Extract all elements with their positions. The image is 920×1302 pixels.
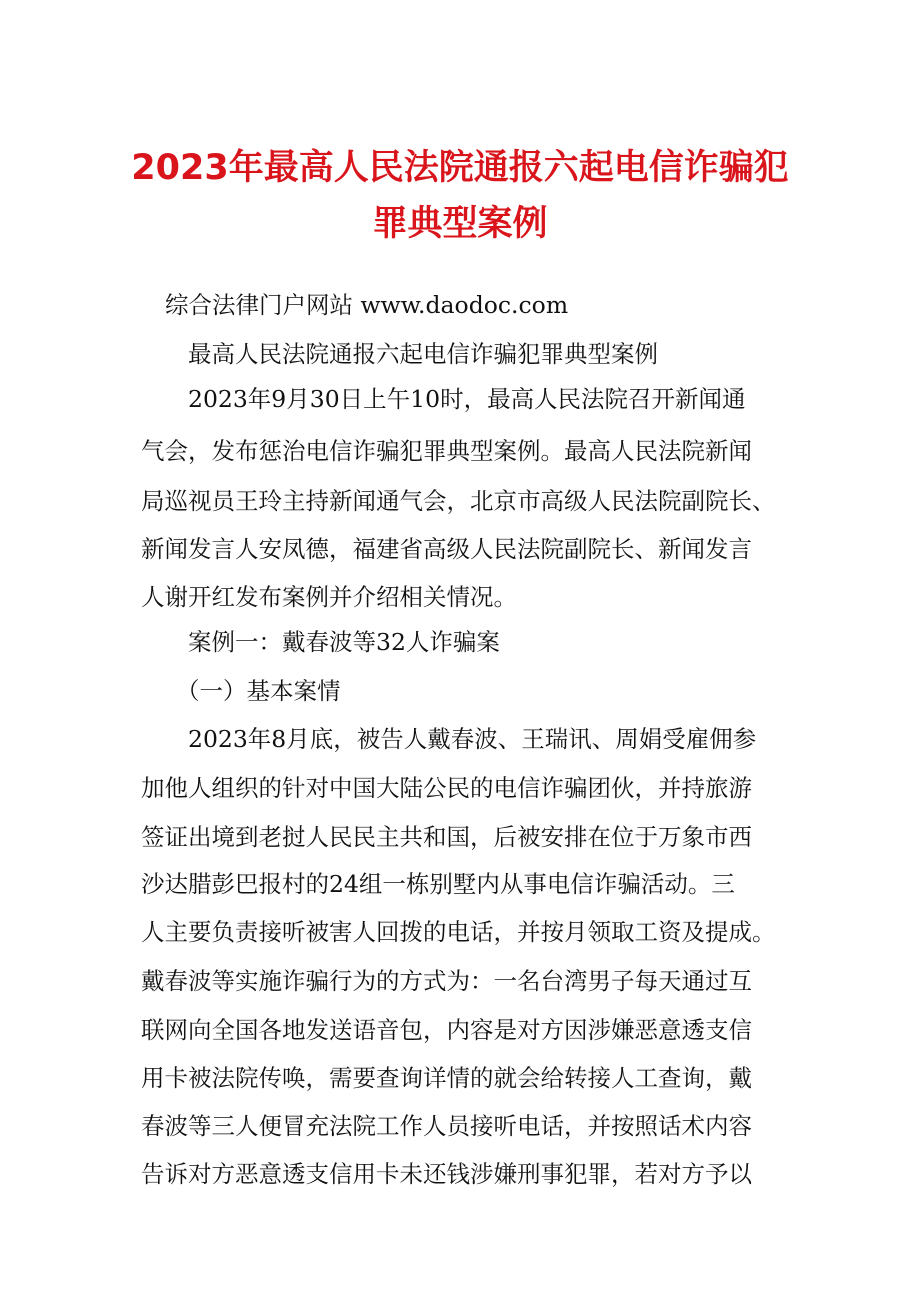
- case-line: 告诉对方恶意透支信用卡未还钱涉嫌刑事犯罪，若对方予以: [141, 1160, 752, 1188]
- case-line: 沙达腊彭巴报村的24组一栋别墅内从事电信诈骗活动。三: [141, 870, 735, 898]
- case-line: 用卡被法院传唤，需要查询详情的就会给转接人工查询，戴: [141, 1064, 752, 1092]
- case-line: 2023年8月底，被告人戴春波、王瑞讯、周娟受雇佣参: [188, 725, 757, 753]
- case-line: 人主要负责接听被害人回拨的电话，并按月领取工资及提成。: [141, 918, 776, 946]
- intro-line: 新闻发言人安凤德，福建省高级人民法院副院长、新闻发言: [141, 535, 752, 563]
- case-line: 戴春波等实施诈骗行为的方式为：一名台湾男子每天通过互: [141, 967, 752, 995]
- case-line: 联网向全国各地发送语音包，内容是对方因涉嫌恶意透支信: [141, 1016, 752, 1044]
- subtitle: 最高人民法院通报六起电信诈骗犯罪典型案例: [188, 340, 658, 368]
- case-line: 春波等三人便冒充法院工作人员接听电话，并按照话术内容: [141, 1112, 752, 1140]
- case-title: 案例一：戴春波等32人诈骗案: [188, 628, 500, 656]
- source-line: 综合法律门户网站 www.daodoc.com: [165, 291, 569, 319]
- document-title-line-2: 罪典型案例: [372, 204, 548, 244]
- intro-line: 2023年9月30日上午10时，最高人民法院召开新闻通: [188, 385, 746, 413]
- intro-line: 气会，发布惩治电信诈骗犯罪典型案例。最高人民法院新闻: [141, 437, 752, 465]
- case-line: 签证出境到老挝人民民主共和国，后被安排在位于万象市西: [141, 823, 752, 851]
- section-heading: （一）基本案情: [176, 677, 341, 705]
- case-line: 加他人组织的针对中国大陆公民的电信诈骗团伙，并持旅游: [141, 774, 752, 802]
- intro-line: 局巡视员王玲主持新闻通气会，北京市高级人民法院副院长、: [141, 487, 776, 515]
- intro-line: 人谢开红发布案例并介绍相关情况。: [141, 583, 517, 611]
- document-title-line-1: 2023年最高人民法院通报六起电信诈骗犯: [131, 148, 789, 188]
